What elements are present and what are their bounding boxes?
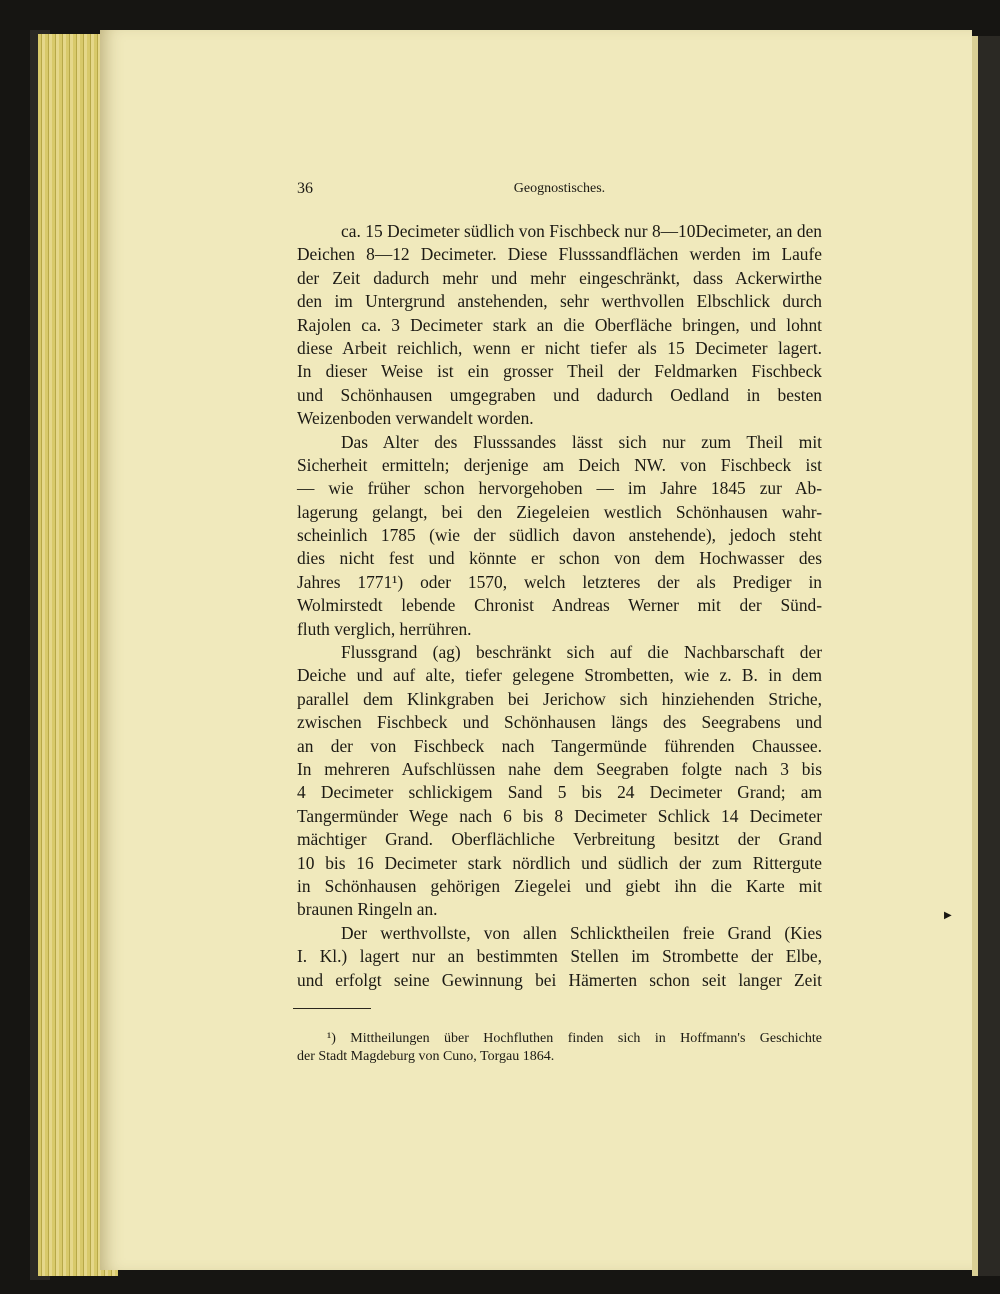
paragraph-3-line: an der von Fischbeck nach Tangermünde führenden Chaussee. <box>297 735 822 756</box>
paragraph-3-line: 4 Decimeter schlickigem Sand 5 bis 24 Decimeter Grand; am <box>297 782 822 803</box>
body-text <box>297 220 822 992</box>
paragraph-3-line: Tangermünder Wege nach 6 bis 8 Decimeter Schlick 14 Decimeter <box>297 805 822 826</box>
running-title: Geognostisches. <box>513 181 606 196</box>
paragraph-2-line: Wolmirstedt lebende Chronist Andreas Werner mit der Sünd- <box>297 595 822 616</box>
paragraph-1-line: Weizenboden verwandelt worden. <box>297 408 534 429</box>
paragraph-4-line: und erfolgt seine Gewinnung bei Hämerten schon seit langer Zeit <box>297 969 822 990</box>
paragraph-4-line: Der werthvollste, von allen Schlicktheilen freie Grand (Kies <box>341 922 822 943</box>
paragraph-1-line: Rajolen ca. 3 Decimeter stark an die Oberfläche bringen, und lohnt <box>297 314 822 335</box>
paragraph-2-line: Das Alter des Flusssandes lässt sich nur zum Theil mit <box>341 431 822 452</box>
paragraph-1-line: diese Arbeit reichlich, wenn er nicht tiefer als 15 Decimeter lagert. <box>297 337 822 358</box>
paragraph-1-line: und Schönhausen umgegraben und dadurch Oedland in besten <box>297 384 822 405</box>
paragraph-3-line: 10 bis 16 Decimeter stark nördlich und südlich der zum Rittergute <box>297 852 822 873</box>
page-number: 36 <box>297 180 313 197</box>
facing-page-edge <box>972 36 1000 1276</box>
footnote <box>297 1030 822 1066</box>
paragraph-1-line: In dieser Weise ist ein grosser Theil der Feldmarken Fischbeck <box>297 361 822 382</box>
paragraph-1-line: der Zeit dadurch mehr und mehr eingeschränkt, dass Ackerwirthe <box>297 267 822 288</box>
paragraph-2-line: — wie früher schon hervorgehoben — im Jahre 1845 zur Ab- <box>297 478 822 499</box>
paragraph-4-line: I. Kl.) lagert nur an bestimmten Stellen im Strombette der Elbe, <box>297 946 822 967</box>
paragraph-3-line: in Schönhausen gehörigen Ziegelei und giebt ihn die Karte mit <box>297 875 822 896</box>
footnote-rule <box>293 1008 371 1009</box>
footnote-line: ¹) Mittheilungen über Hochfluthen finden sich in Hoffmann's Geschichte <box>327 1031 822 1046</box>
paragraph-2-line: lagerung gelangt, bei den Ziegeleien westlich Schönhausen wahr- <box>297 501 822 522</box>
paragraph-3-line: mächtiger Grand. Oberflächliche Verbreitung besitzt der Grand <box>297 829 822 850</box>
paragraph-2-line: Sicherheit ermitteln; derjenige am Deich NW. von Fischbeck ist <box>297 454 822 475</box>
paragraph-2-line: Jahres 1771¹) oder 1570, welch letzteres der als Prediger in <box>297 571 822 592</box>
paragraph-3-line: braunen Ringeln an. <box>297 899 438 920</box>
paragraph-1-line: ca. 15 Decimeter südlich von Fischbeck nur 8—10Decimeter, an den <box>341 221 822 241</box>
paragraph-3-line: In mehreren Aufschlüssen nahe dem Seegraben folgte nach 3 bis <box>297 758 822 779</box>
footnote-line: der Stadt Magdeburg von Cuno, Torgau 1864. <box>297 1049 555 1064</box>
paragraph-1-line: Deichen 8—12 Decimeter. Diese Flusssandflächen werden im Laufe <box>297 244 822 265</box>
paragraph-1-line: den im Untergrund anstehenden, sehr werthvollen Elbschlick durch <box>297 291 822 312</box>
paragraph-2-line: dies nicht fest und könnte er schon von dem Hochwasser des <box>297 548 822 569</box>
paragraph-2-line: scheinlich 1785 (wie der südlich davon anstehende), jedoch steht <box>297 525 822 546</box>
paragraph-3-line: parallel dem Klinkgraben bei Jerichow sich hinziehenden Striche, <box>297 688 822 709</box>
paragraph-3-line: Flussgrand (ag) beschränkt sich auf die Nachbarschaft der <box>341 642 822 663</box>
paragraph-3-line: Deiche und auf alte, tiefer gelegene Strombetten, wie z. B. in dem <box>297 665 822 686</box>
running-header <box>297 180 822 202</box>
paragraph-3-line: zwischen Fischbeck und Schönhausen längs des Seegrabens und <box>297 712 822 733</box>
page-marker-arrow-icon: ▶ <box>944 910 952 921</box>
paragraph-2-line: fluth verglich, herrühren. <box>297 618 472 639</box>
